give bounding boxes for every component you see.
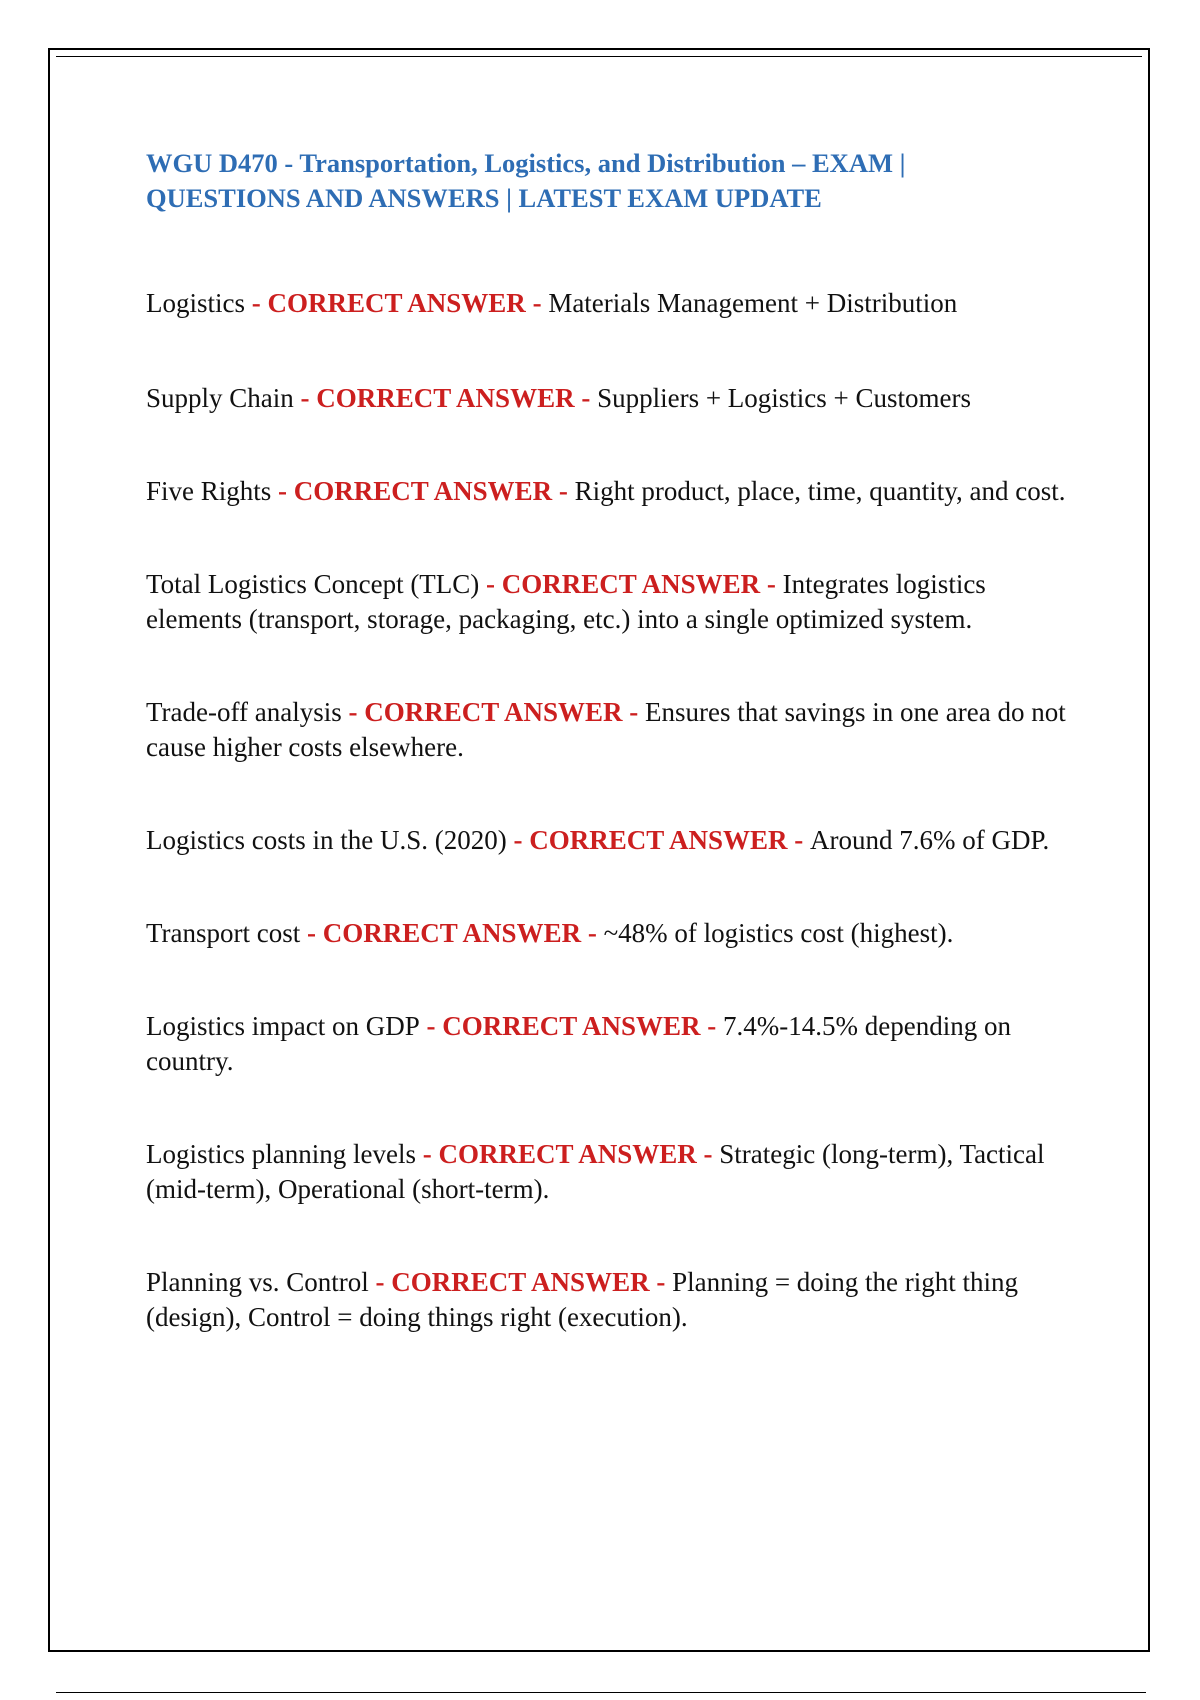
- qa-item: [146, 823, 1066, 858]
- qa-separator: -: [245, 288, 268, 318]
- qa-term: Logistics costs in the U.S. (2020): [146, 825, 507, 855]
- qa-answer: 7.4%-14.5% depending on country.: [146, 1011, 1011, 1076]
- qa-separator: -: [787, 825, 811, 855]
- qa-separator: -: [700, 1011, 724, 1041]
- document-title: WGU D470 - Transportation, Logistics, and Distribution – EXAM | QUESTIONS AND ANSWERS | LATEST EXAM UPDATE: [146, 148, 906, 213]
- qa-separator: -: [760, 569, 783, 599]
- qa-term: Five Rights: [146, 476, 272, 506]
- qa-answer: ~48% of logistics cost (highest).: [603, 918, 954, 948]
- qa-answer: Around 7.6% of GDP.: [810, 825, 1050, 855]
- qa-separator: -: [341, 697, 365, 727]
- correct-answer-label: CORRECT ANSWER: [438, 1139, 697, 1169]
- qa-item: [146, 567, 1066, 637]
- qa-term: Supply Chain: [146, 383, 294, 413]
- qa-answer: Planning = doing the right thing (design), Control = doing things right (execution).: [146, 1267, 1019, 1332]
- qa-term: Total Logistics Concept (TLC): [146, 569, 480, 599]
- qa-separator: -: [415, 1139, 439, 1169]
- correct-answer-label: CORRECT ANSWER: [267, 288, 526, 318]
- qa-term: Logistics impact on GDP: [146, 1011, 420, 1041]
- qa-item: [146, 381, 1066, 416]
- qa-separator: -: [419, 1011, 443, 1041]
- correct-answer-label: CORRECT ANSWER: [316, 383, 575, 413]
- qa-item: [146, 916, 1066, 951]
- qa-separator: -: [649, 1267, 673, 1297]
- qa-term: Planning vs. Control: [146, 1267, 369, 1297]
- top-rule: [56, 56, 1142, 57]
- qa-separator: -: [271, 476, 294, 506]
- bottom-rule: [56, 1692, 1146, 1693]
- correct-answer-label: CORRECT ANSWER: [322, 918, 582, 948]
- qa-separator: -: [574, 383, 598, 413]
- qa-answer: Suppliers + Logistics + Customers: [597, 383, 972, 413]
- qa-term: Transport cost: [146, 918, 301, 948]
- qa-term: Trade-off analysis: [146, 697, 342, 727]
- qa-item: [146, 695, 1066, 765]
- qa-separator: -: [581, 918, 604, 948]
- qa-term: Logistics planning levels: [146, 1139, 416, 1169]
- qa-answer: Integrates logistics elements (transport, storage, packaging, etc.) into a single optimized system.: [146, 569, 986, 634]
- qa-item: [146, 474, 1066, 509]
- document-body: [146, 146, 1066, 1335]
- qa-separator: -: [293, 383, 317, 413]
- qa-term: Logistics: [146, 288, 245, 318]
- qa-separator: -: [368, 1267, 392, 1297]
- qa-separator: -: [300, 918, 323, 948]
- correct-answer-label: CORRECT ANSWER: [293, 476, 553, 506]
- correct-answer-label: CORRECT ANSWER: [442, 1011, 701, 1041]
- qa-item: [146, 286, 1066, 321]
- qa-answer: Materials Management + Distribution: [548, 288, 958, 318]
- qa-item: [146, 1137, 1066, 1207]
- qa-separator: -: [506, 825, 530, 855]
- qa-item: [146, 1265, 1066, 1335]
- correct-answer-label: CORRECT ANSWER: [364, 697, 623, 727]
- qa-separator: -: [696, 1139, 720, 1169]
- qa-answer: Ensures that savings in one area do not cause higher costs elsewhere.: [146, 697, 1066, 762]
- qa-separator: -: [622, 697, 646, 727]
- qa-separator: -: [525, 288, 549, 318]
- qa-answer: Right product, place, time, quantity, and cost.: [574, 476, 1066, 506]
- qa-separator: -: [552, 476, 575, 506]
- correct-answer-label: CORRECT ANSWER: [391, 1267, 650, 1297]
- qa-item: [146, 1009, 1066, 1079]
- qa-separator: -: [479, 569, 502, 599]
- correct-answer-label: CORRECT ANSWER: [501, 569, 761, 599]
- qa-answer: Strategic (long-term), Tactical (mid-term), Operational (short-term).: [146, 1139, 1045, 1204]
- qa-list: [146, 286, 1066, 1335]
- correct-answer-label: CORRECT ANSWER: [529, 825, 788, 855]
